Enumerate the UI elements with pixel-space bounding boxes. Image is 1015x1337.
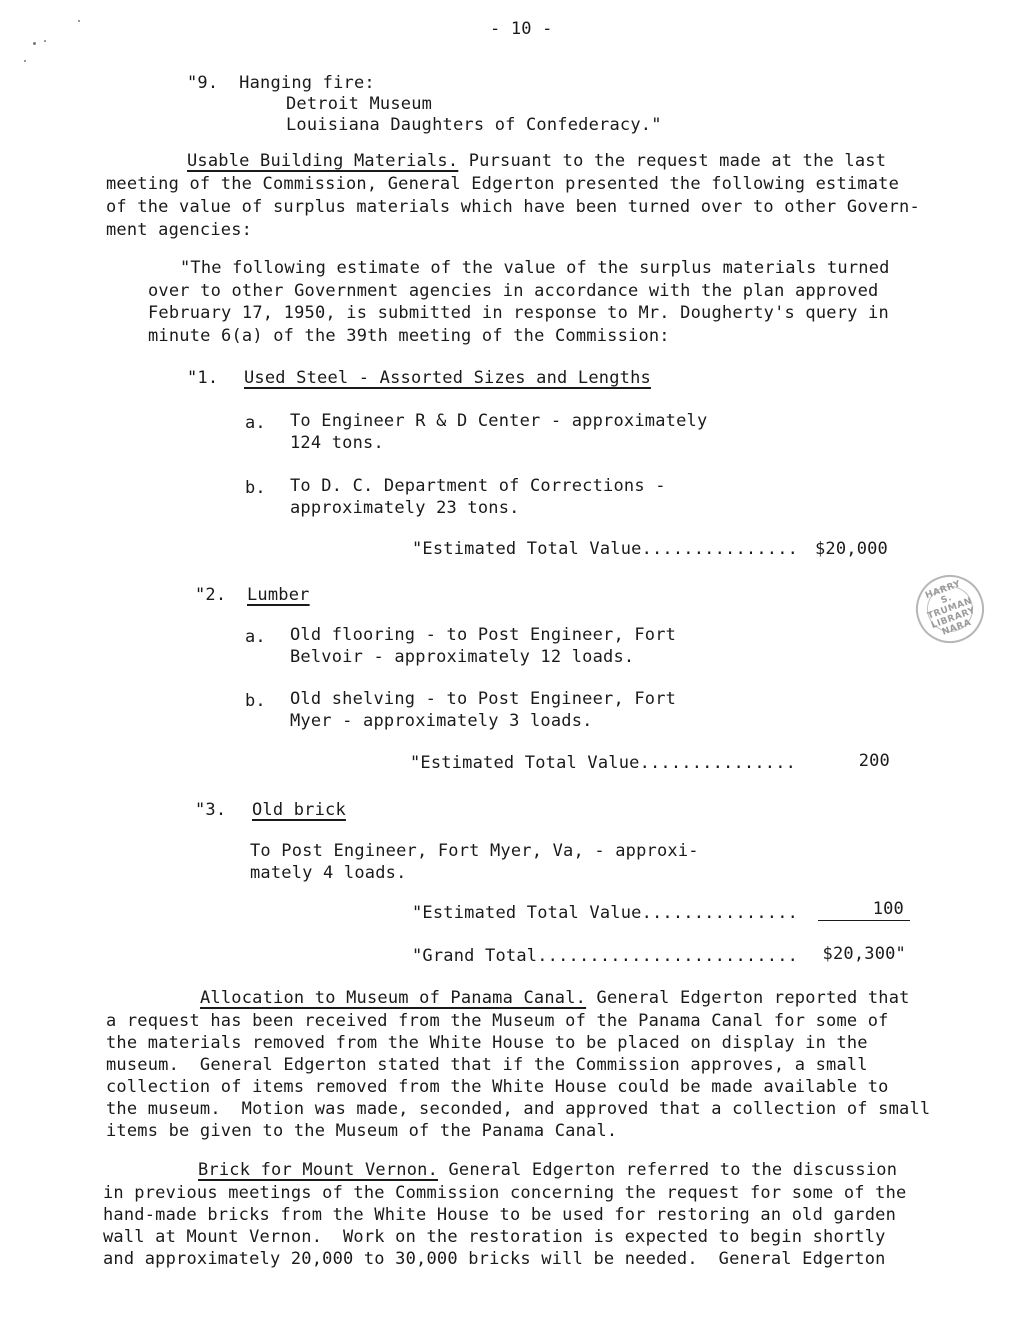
page-number: - 10 -: [490, 19, 553, 39]
library-stamp-text: HARRY S. TRUMAN LIBRARY NARA: [921, 580, 980, 639]
item-2-total-label: "Estimated Total Value...............: [410, 753, 797, 773]
item-1a-label: a.: [245, 413, 266, 433]
panama-first-line: [200, 987, 910, 1009]
scan-speck: [78, 20, 80, 22]
scan-speck: [24, 60, 26, 62]
section-9-item: Louisiana Daughters of Confederacy.": [286, 115, 662, 135]
item-3-line: To Post Engineer, Fort Myer, Va, - approxi-: [250, 841, 699, 861]
panama-line: the museum. Motion was made, seconded, and approved that a collection of small: [106, 1099, 931, 1119]
mount-vernon-line: and approximately 20,000 to 30,000 bricks will be needed. General Edgerton: [103, 1249, 886, 1269]
mount-vernon-line: in previous meetings of the Commission concerning the request for some of the: [103, 1183, 907, 1203]
item-2-title: Lumber: [247, 585, 310, 605]
item-3-total-value: 100: [818, 898, 910, 921]
usable-materials-intro: Pursuant to the request made at the last: [458, 151, 887, 171]
item-1a-line: 124 tons.: [290, 433, 384, 453]
panama-intro: General Edgerton reported that: [586, 988, 910, 1008]
quote-line: minute 6(a) of the 39th meeting of the Commission:: [148, 326, 670, 346]
scan-speck: [44, 40, 46, 42]
library-stamp: [906, 565, 993, 652]
item-2a-label: a.: [245, 627, 266, 647]
mount-vernon-title: Brick for Mount Vernon.: [198, 1160, 439, 1180]
item-3-total-label: "Estimated Total Value...............: [412, 903, 799, 923]
usable-materials-line: of the value of surplus materials which have been turned over to other Govern-: [106, 197, 920, 217]
mount-vernon-line: wall at Mount Vernon. Work on the restoration is expected to begin shortly: [103, 1227, 886, 1247]
item-3-number: "3.: [195, 800, 227, 820]
item-3-line: mately 4 loads.: [250, 863, 407, 883]
grand-total-value: $20,300": [822, 944, 906, 964]
usable-materials-first-line: [187, 150, 886, 172]
item-2b-label: b.: [245, 691, 266, 711]
item-3-title: Old brick: [252, 800, 346, 820]
panama-line: the materials removed from the White House to be placed on display in the: [106, 1033, 868, 1053]
item-1b-label: b.: [245, 478, 266, 498]
scan-speck: [33, 42, 36, 45]
mount-vernon-line: hand-made bricks from the White House to be used for restoring an old garden: [103, 1205, 897, 1225]
item-1-total-label: "Estimated Total Value...............: [412, 539, 799, 559]
usable-materials-line: meeting of the Commission, General Edgerton presented the following estimate: [106, 174, 900, 194]
item-2b-line: Myer - approximately 3 loads.: [290, 711, 593, 731]
quote-line: over to other Government agencies in accordance with the plan approved: [148, 281, 879, 301]
panama-line: museum. General Edgerton stated that if the Commission approves, a small: [106, 1055, 868, 1075]
usable-materials-line: ment agencies:: [106, 220, 253, 240]
item-1b-line: To D. C. Department of Corrections -: [290, 476, 666, 496]
mount-vernon-first-line: [198, 1159, 897, 1181]
item-2a-line: Belvoir - approximately 12 loads.: [290, 647, 635, 667]
panama-line: collection of items removed from the White House could be made available to: [106, 1077, 889, 1097]
item-2a-line: Old flooring - to Post Engineer, Fort: [290, 625, 677, 645]
item-1-title: Used Steel - Assorted Sizes and Lengths: [244, 368, 651, 388]
item-1-number: "1.: [187, 368, 219, 388]
item-1b-line: approximately 23 tons.: [290, 498, 520, 518]
item-1-total-value: $20,000: [814, 539, 888, 559]
mount-vernon-intro: General Edgerton referred to the discussion: [438, 1160, 898, 1180]
usable-materials-title: Usable Building Materials.: [187, 151, 459, 171]
item-2b-line: Old shelving - to Post Engineer, Fort: [290, 689, 677, 709]
section-9-item: Detroit Museum: [286, 94, 433, 114]
grand-total-label: "Grand Total.........................: [412, 946, 799, 966]
quote-line: "The following estimate of the value of the surplus materials turned: [180, 258, 890, 278]
item-2-number: "2.: [195, 585, 227, 605]
item-1a-line: To Engineer R & D Center - approximately: [290, 411, 708, 431]
section-9-heading: "9. Hanging fire:: [187, 73, 375, 93]
panama-line: a request has been received from the Museum of the Panama Canal for some of: [106, 1011, 889, 1031]
quote-line: February 17, 1950, is submitted in response to Mr. Dougherty's query in: [148, 303, 889, 323]
panama-line: items be given to the Museum of the Panama Canal.: [106, 1121, 618, 1141]
item-2-total-value: 200: [858, 751, 890, 771]
panama-title: Allocation to Museum of Panama Canal.: [200, 988, 587, 1008]
